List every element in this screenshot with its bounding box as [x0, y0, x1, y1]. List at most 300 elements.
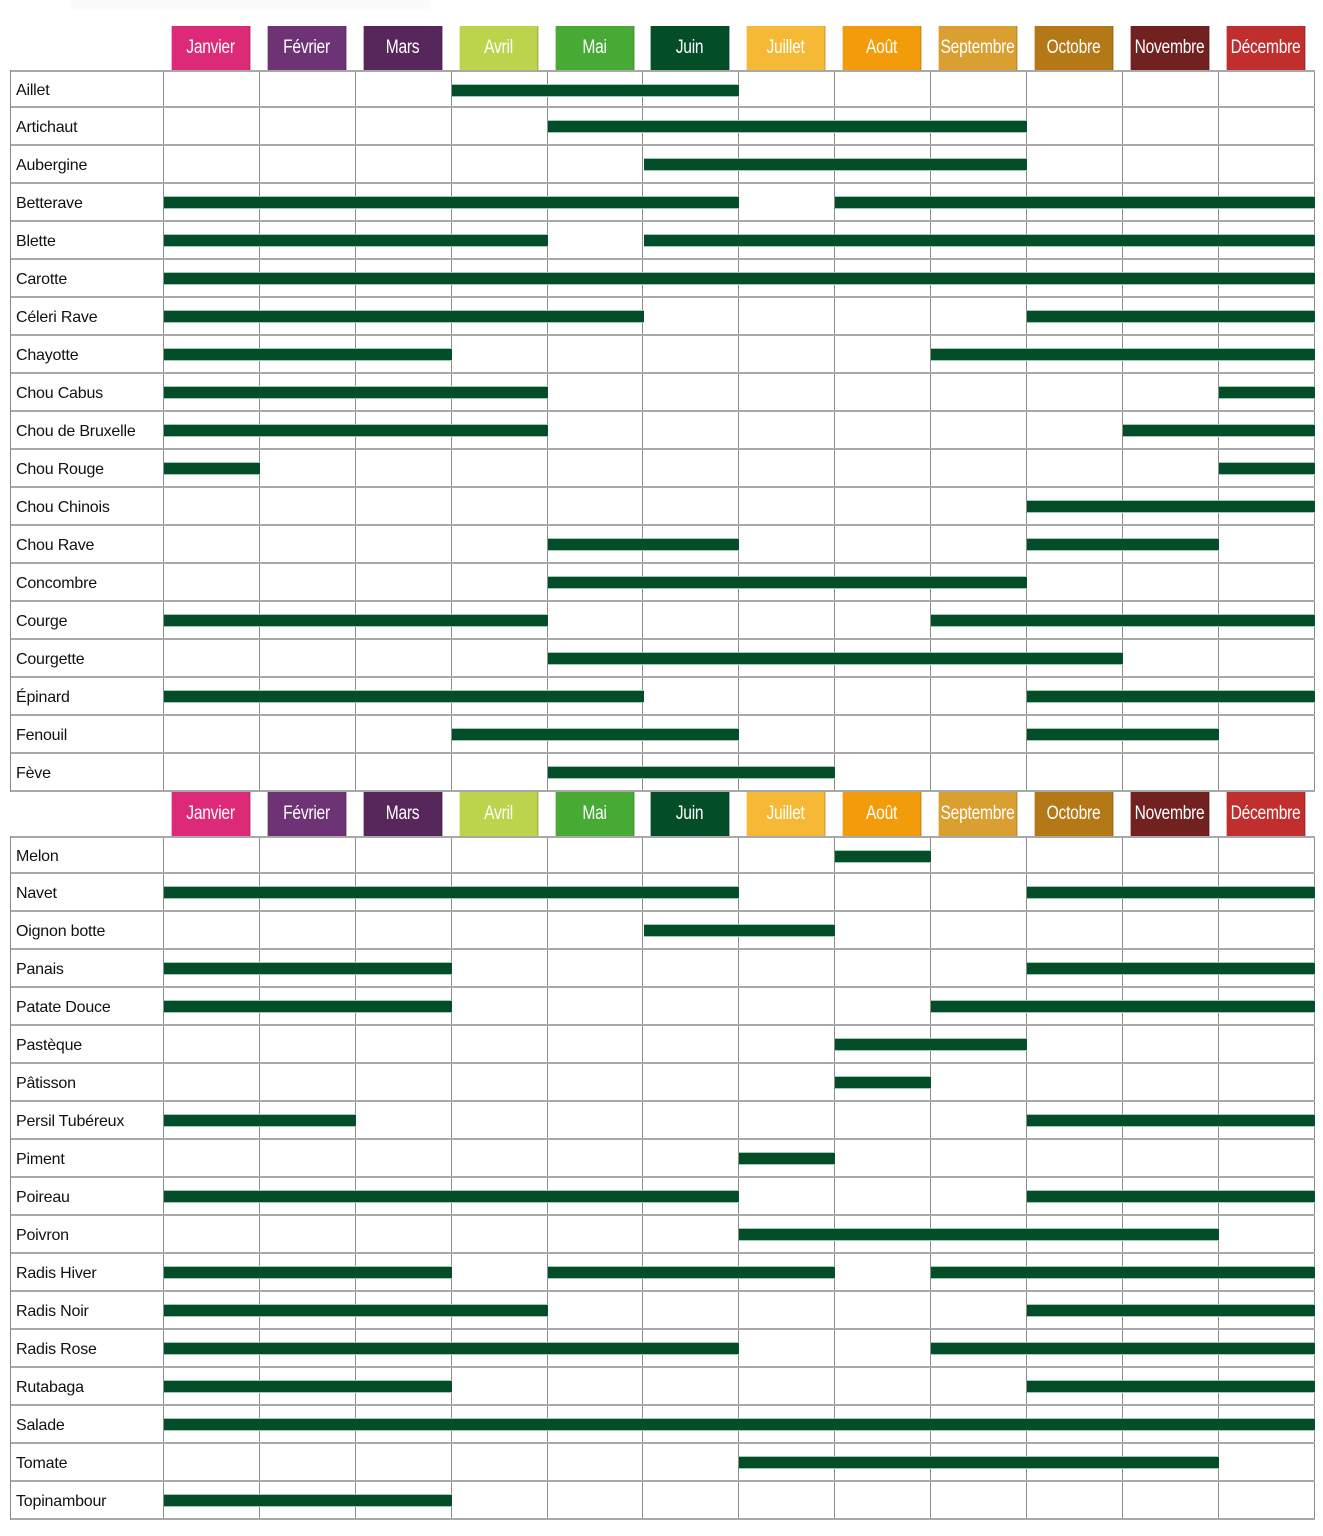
- month-cell: [835, 488, 931, 524]
- month-cell: [548, 988, 644, 1024]
- season-bar: [835, 197, 1315, 208]
- month-cell: [1219, 1026, 1315, 1062]
- month-cell: [739, 602, 835, 638]
- month-header-9: [1035, 792, 1114, 836]
- season-bar: [835, 851, 931, 862]
- month-header-11: [1226, 26, 1305, 70]
- month-cell: [356, 716, 452, 752]
- month-cell: [548, 1140, 644, 1176]
- month-cell: [1219, 1444, 1315, 1480]
- table-row: [11, 874, 1315, 912]
- month-header-6: [747, 26, 826, 70]
- month-cell: [931, 912, 1027, 948]
- month-cell: [835, 526, 931, 562]
- month-header-11: [1226, 792, 1305, 836]
- month-label: Juin: [676, 37, 704, 58]
- month-header-4: [555, 792, 634, 836]
- month-cell: [643, 1216, 739, 1252]
- month-label: Août: [866, 803, 898, 824]
- month-cell: [643, 1482, 739, 1518]
- month-cell: [260, 108, 356, 144]
- month-header-3: [459, 26, 538, 70]
- month-cell: [1027, 912, 1123, 948]
- month-cell: [835, 950, 931, 986]
- table-row: [11, 222, 1315, 260]
- vegetable-name: Melon: [11, 838, 164, 872]
- month-cell: [356, 488, 452, 524]
- vegetable-name: Fenouil: [11, 716, 164, 752]
- vegetable-name: Persil Tubéreux: [11, 1102, 164, 1138]
- month-label: Mai: [581, 37, 607, 58]
- season-bar: [739, 1229, 1219, 1240]
- month-cell: [452, 450, 548, 486]
- month-label: Septembre: [940, 803, 1015, 824]
- season-bar: [931, 349, 1315, 360]
- month-header-0: [172, 26, 251, 70]
- month-label: Avril: [483, 803, 513, 824]
- month-label: Juillet: [766, 37, 805, 58]
- month-cell: [356, 526, 452, 562]
- month-cell: [1219, 146, 1315, 182]
- vegetable-name: Pâtisson: [11, 1064, 164, 1100]
- month-cell: [931, 1292, 1027, 1328]
- month-header-10: [1131, 792, 1210, 836]
- month-cell: [739, 184, 835, 220]
- month-cell: [1219, 526, 1315, 562]
- month-header-4: [555, 26, 634, 70]
- table-row: [11, 146, 1315, 184]
- season-bar: [164, 197, 739, 208]
- month-cell: [452, 1482, 548, 1518]
- month-cell: [1123, 72, 1219, 106]
- month-header-0: [172, 792, 251, 836]
- month-cell: [548, 1482, 644, 1518]
- month-cell: [739, 412, 835, 448]
- season-bar: [164, 1495, 452, 1506]
- vegetable-name: Chayotte: [11, 336, 164, 372]
- vegetable-name: Chou Rave: [11, 526, 164, 562]
- month-cell: [356, 1216, 452, 1252]
- month-cell: [1219, 754, 1315, 790]
- month-header-8: [939, 26, 1018, 70]
- month-cell: [1027, 1140, 1123, 1176]
- table-row: [11, 70, 1315, 108]
- month-cell: [835, 412, 931, 448]
- month-cell: [739, 1482, 835, 1518]
- table-row: [11, 1064, 1315, 1102]
- season-bar: [739, 1153, 835, 1164]
- season-bar: [164, 1001, 452, 1012]
- month-cell: [643, 1064, 739, 1100]
- month-cell: [1027, 1064, 1123, 1100]
- month-cell: [835, 1292, 931, 1328]
- month-cell: [260, 838, 356, 872]
- month-cell: [548, 1368, 644, 1404]
- table-row: [11, 950, 1315, 988]
- month-cell: [356, 640, 452, 676]
- vegetable-name: Chou Rouge: [11, 450, 164, 486]
- month-header-3: [459, 792, 538, 836]
- season-bar: [1027, 311, 1315, 322]
- month-cell: [1027, 72, 1123, 106]
- month-cell: [835, 1482, 931, 1518]
- vegetable-name: Courge: [11, 602, 164, 638]
- vegetable-name: Épinard: [11, 678, 164, 714]
- month-cell: [164, 146, 260, 182]
- month-cell: [260, 912, 356, 948]
- month-cell: [452, 1140, 548, 1176]
- month-label: Janvier: [186, 803, 235, 824]
- month-cell: [1219, 838, 1315, 872]
- season-bar: [164, 1381, 452, 1392]
- month-cell: [739, 1102, 835, 1138]
- vegetable-name: Courgette: [11, 640, 164, 676]
- table-row: [11, 450, 1315, 488]
- month-cell: [356, 912, 452, 948]
- month-cell: [739, 526, 835, 562]
- month-cell: [452, 988, 548, 1024]
- month-cell: [164, 488, 260, 524]
- month-cell: [931, 526, 1027, 562]
- season-bar: [548, 577, 1028, 588]
- season-bar: [164, 1115, 356, 1126]
- month-header-7: [843, 792, 922, 836]
- month-cell: [739, 1330, 835, 1366]
- month-label: Février: [283, 803, 330, 824]
- table-row: [11, 1140, 1315, 1178]
- season-bar: [1027, 963, 1315, 974]
- table-row: [11, 1102, 1315, 1140]
- month-cell: [164, 72, 260, 106]
- month-cell: [931, 450, 1027, 486]
- month-label: Novembre: [1134, 37, 1205, 58]
- month-cell: [356, 72, 452, 106]
- vegetable-name: Oignon botte: [11, 912, 164, 948]
- season-bar: [931, 615, 1315, 626]
- season-bar: [164, 349, 452, 360]
- month-cell: [739, 450, 835, 486]
- month-cell: [739, 950, 835, 986]
- month-cell: [931, 1140, 1027, 1176]
- season-bar: [644, 925, 836, 936]
- month-cell: [548, 488, 644, 524]
- table-row: [11, 184, 1315, 222]
- month-cell: [835, 1368, 931, 1404]
- month-cell: [260, 450, 356, 486]
- month-cell: [931, 374, 1027, 410]
- month-cell: [643, 1444, 739, 1480]
- month-cell: [260, 1216, 356, 1252]
- table-row: [11, 1254, 1315, 1292]
- season-bar: [931, 1343, 1315, 1354]
- month-cell: [356, 1444, 452, 1480]
- month-header-8: [939, 792, 1018, 836]
- month-cell: [739, 988, 835, 1024]
- month-label: Décembre: [1230, 803, 1301, 824]
- season-bar: [1027, 1191, 1315, 1202]
- month-cell: [643, 374, 739, 410]
- month-cell: [452, 564, 548, 600]
- vegetable-name: Piment: [11, 1140, 164, 1176]
- vegetable-name: Navet: [11, 874, 164, 910]
- month-cell: [1123, 108, 1219, 144]
- month-cell: [260, 488, 356, 524]
- month-cell: [260, 1140, 356, 1176]
- month-cell: [1123, 838, 1219, 872]
- vegetable-name: Blette: [11, 222, 164, 258]
- month-cell: [548, 1444, 644, 1480]
- month-cell: [548, 450, 644, 486]
- month-cell: [835, 374, 931, 410]
- season-bar: [1027, 539, 1219, 550]
- season-bar: [1027, 887, 1315, 898]
- month-cell: [548, 374, 644, 410]
- month-cell: [931, 1064, 1027, 1100]
- month-cell: [931, 838, 1027, 872]
- month-cell: [260, 754, 356, 790]
- month-cell: [835, 874, 931, 910]
- vegetable-name: Poireau: [11, 1178, 164, 1214]
- season-bar: [164, 1267, 452, 1278]
- month-cell: [1123, 374, 1219, 410]
- month-cell: [1123, 1482, 1219, 1518]
- month-cell: [643, 1368, 739, 1404]
- month-cell: [164, 716, 260, 752]
- month-cell: [643, 450, 739, 486]
- table-row: [11, 298, 1315, 336]
- month-cell: [260, 1444, 356, 1480]
- vegetable-name: Salade: [11, 1406, 164, 1442]
- month-cell: [356, 754, 452, 790]
- month-header-1: [268, 26, 347, 70]
- season-bar: [644, 235, 1315, 246]
- season-bar: [164, 963, 452, 974]
- month-cell: [164, 1064, 260, 1100]
- month-cell: [356, 146, 452, 182]
- month-label: Septembre: [940, 37, 1015, 58]
- month-cell: [548, 1216, 644, 1252]
- month-cell: [1027, 838, 1123, 872]
- month-header-row: [163, 26, 1314, 70]
- month-cell: [931, 1482, 1027, 1518]
- table-row: [11, 716, 1315, 754]
- table-row: [11, 754, 1315, 792]
- month-cell: [164, 754, 260, 790]
- month-cell: [739, 336, 835, 372]
- month-cell: [260, 526, 356, 562]
- month-cell: [643, 1102, 739, 1138]
- month-cell: [1123, 1064, 1219, 1100]
- month-cell: [548, 1102, 644, 1138]
- month-cell: [643, 838, 739, 872]
- month-cell: [452, 1102, 548, 1138]
- month-header-5: [651, 26, 730, 70]
- month-cell: [356, 108, 452, 144]
- month-cell: [1123, 640, 1219, 676]
- table-row: [11, 836, 1315, 874]
- month-header-10: [1131, 26, 1210, 70]
- month-label: Juillet: [766, 803, 805, 824]
- vegetable-rows: [10, 836, 1315, 1520]
- month-cell: [643, 1026, 739, 1062]
- season-bar: [1027, 1305, 1315, 1316]
- month-cell: [164, 1026, 260, 1062]
- month-cell: [1027, 412, 1123, 448]
- table-row: [11, 988, 1315, 1026]
- month-cell: [548, 1292, 644, 1328]
- season-bar: [931, 1267, 1315, 1278]
- table-row: [11, 1178, 1315, 1216]
- month-cell: [1123, 1140, 1219, 1176]
- month-cell: [548, 146, 644, 182]
- month-cell: [164, 838, 260, 872]
- month-cell: [643, 336, 739, 372]
- table-row: [11, 1368, 1315, 1406]
- month-cell: [1027, 374, 1123, 410]
- table-row: [11, 640, 1315, 678]
- month-cell: [164, 564, 260, 600]
- month-cell: [835, 602, 931, 638]
- season-bar: [1027, 691, 1315, 702]
- month-cell: [164, 640, 260, 676]
- month-cell: [739, 1292, 835, 1328]
- table-row: [11, 108, 1315, 146]
- table-row: [11, 1292, 1315, 1330]
- season-bar: [164, 1419, 1315, 1430]
- month-cell: [1219, 108, 1315, 144]
- table-row: [11, 488, 1315, 526]
- season-bar: [548, 653, 1123, 664]
- month-cell: [739, 678, 835, 714]
- month-cell: [260, 564, 356, 600]
- season-bar: [164, 425, 548, 436]
- vegetable-name: Poivron: [11, 1216, 164, 1252]
- month-cell: [835, 988, 931, 1024]
- season-bar: [164, 273, 1315, 284]
- table-row: [11, 374, 1315, 412]
- month-header-row: [163, 792, 1314, 836]
- month-cell: [548, 912, 644, 948]
- month-cell: [1123, 754, 1219, 790]
- month-cell: [1219, 716, 1315, 752]
- month-cell: [260, 72, 356, 106]
- month-cell: [548, 222, 644, 258]
- month-label: Février: [283, 37, 330, 58]
- season-bar: [164, 387, 548, 398]
- vegetable-name: Chou Chinois: [11, 488, 164, 524]
- month-cell: [356, 1064, 452, 1100]
- vegetable-name: Céleri Rave: [11, 298, 164, 334]
- month-cell: [356, 1102, 452, 1138]
- month-label: Décembre: [1230, 37, 1301, 58]
- month-header-2: [363, 792, 442, 836]
- month-cell: [1027, 754, 1123, 790]
- vegetable-name: Radis Rose: [11, 1330, 164, 1366]
- vegetable-name: Carotte: [11, 260, 164, 296]
- month-cell: [931, 754, 1027, 790]
- month-cell: [1027, 450, 1123, 486]
- month-label: Juin: [676, 803, 704, 824]
- vegetable-name: Panais: [11, 950, 164, 986]
- season-bar: [835, 1077, 931, 1088]
- month-label: Octobre: [1046, 37, 1101, 58]
- month-cell: [931, 716, 1027, 752]
- month-cell: [452, 1368, 548, 1404]
- season-bar: [1123, 425, 1315, 436]
- month-cell: [739, 298, 835, 334]
- month-cell: [931, 1368, 1027, 1404]
- table-row: [11, 412, 1315, 450]
- month-cell: [835, 1330, 931, 1366]
- month-label: Août: [866, 37, 898, 58]
- vegetable-name: Patate Douce: [11, 988, 164, 1024]
- table-row: [11, 564, 1315, 602]
- month-header-6: [747, 792, 826, 836]
- month-cell: [643, 488, 739, 524]
- month-cell: [452, 838, 548, 872]
- month-cell: [739, 1064, 835, 1100]
- season-bar: [1027, 501, 1315, 512]
- season-bar: [452, 729, 740, 740]
- month-header-5: [651, 792, 730, 836]
- month-cell: [835, 912, 931, 948]
- month-cell: [931, 72, 1027, 106]
- season-bar: [644, 159, 1028, 170]
- vegetable-name: Chou de Bruxelle: [11, 412, 164, 448]
- month-cell: [1123, 450, 1219, 486]
- vegetable-name: Rutabaga: [11, 1368, 164, 1404]
- month-cell: [1219, 564, 1315, 600]
- vegetable-name: Aubergine: [11, 146, 164, 182]
- month-cell: [356, 1140, 452, 1176]
- month-cell: [931, 298, 1027, 334]
- month-cell: [643, 678, 739, 714]
- season-bar: [164, 235, 548, 246]
- month-cell: [452, 108, 548, 144]
- month-cell: [1027, 146, 1123, 182]
- table-row: [11, 526, 1315, 564]
- month-cell: [452, 1216, 548, 1252]
- month-cell: [835, 1178, 931, 1214]
- vegetable-name: Aillet: [11, 72, 164, 106]
- season-bar: [1027, 1381, 1315, 1392]
- table-row: [11, 1444, 1315, 1482]
- month-cell: [164, 1444, 260, 1480]
- month-cell: [164, 108, 260, 144]
- month-cell: [643, 1140, 739, 1176]
- vegetable-name: Fève: [11, 754, 164, 790]
- vegetable-name: Concombre: [11, 564, 164, 600]
- month-cell: [739, 1368, 835, 1404]
- month-cell: [931, 950, 1027, 986]
- month-cell: [1219, 640, 1315, 676]
- month-cell: [548, 336, 644, 372]
- month-cell: [452, 754, 548, 790]
- month-cell: [739, 1026, 835, 1062]
- month-cell: [739, 72, 835, 106]
- month-cell: [548, 412, 644, 448]
- month-label: Novembre: [1134, 803, 1205, 824]
- season-bar: [548, 1267, 836, 1278]
- month-cell: [452, 1444, 548, 1480]
- month-cell: [931, 1102, 1027, 1138]
- table-row: [11, 260, 1315, 298]
- month-cell: [164, 912, 260, 948]
- month-cell: [260, 716, 356, 752]
- month-cell: [931, 1178, 1027, 1214]
- month-cell: [356, 564, 452, 600]
- table-row: [11, 1330, 1315, 1368]
